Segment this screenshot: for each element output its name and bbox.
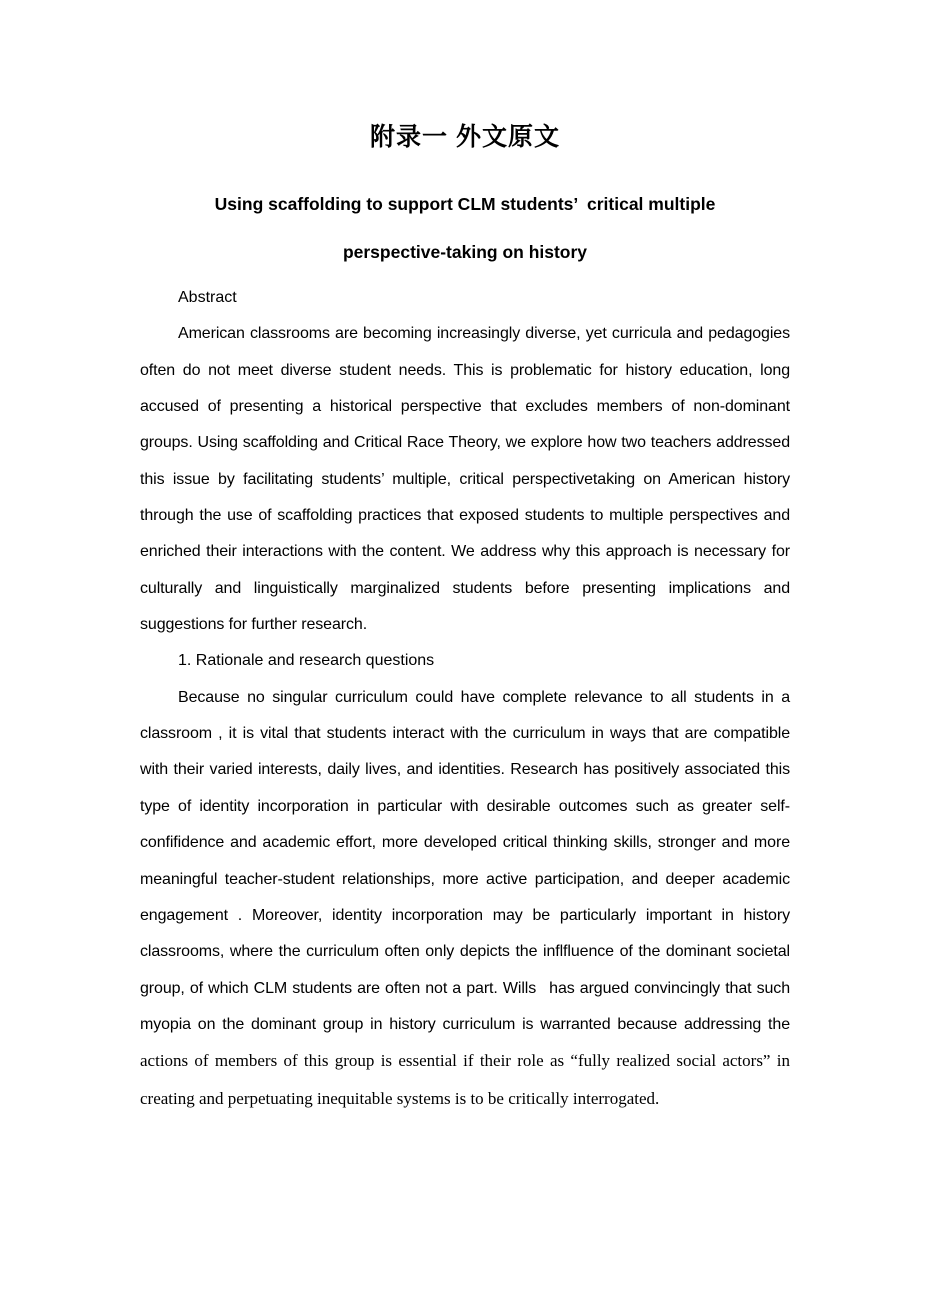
paper-title (140, 180, 790, 276)
section-1-heading: 1. Rationale and research questions (178, 652, 435, 670)
paper-title-line-2: perspective-taking on history (342, 242, 588, 262)
section-1-paragraph-serif-run: actions of members of this group is essential if their role as “fully realized social actors” in creating and perpetuating inequitable systems is to be critically interrogated. (140, 1051, 790, 1108)
body-text (140, 280, 790, 1118)
abstract-paragraph: American classrooms are becoming increasingly diverse, yet curricula and pedagogies often do not meet diverse student needs. This is problematic for history education, long accused of presenting a historical perspective that excludes members of non-dominant groups. Using scaffolding and Critical Race Theory, we explore how two teachers addressed this issue by facilitating students’ multiple, critical perspectivetaking on American history through the use of scaffolding practices that exposed students to multiple perspectives and enriched their interactions with the content. We address why this approach is necessary for culturally and linguistically marginalized students before presenting implications and suggestions for further research. (140, 325, 790, 634)
appendix-title: 附录一 外文原文 (370, 123, 560, 151)
paper-title-line-1: Using scaffolding to support CLM students’ critical multiple (214, 194, 716, 214)
abstract-label: Abstract (178, 289, 237, 306)
page-content (140, 0, 790, 1118)
section-1-paragraph-sans-run: Because no singular curriculum could have complete relevance to all students in a classroom , it is vital that students interact with the curriculum in ways that are compatible with their varied interests, daily lives, and identities. Research has positively associated this type of identity incorporation in particular with desirable outcomes such as greater self-confifidence and academic effort, more developed critical thinking skills, stronger and more meaningful teacher-student relationships, more active participation, and deeper academic engagement . Moreover, identity incorporation may be particularly important in history classrooms, where the curriculum often only depicts the inflfluence of the dominant societal group, of which CLM students are often not a part. Wills has argued convincingly that such myopia on the dominant group in history curriculum is warranted because addressing the (140, 688, 790, 1033)
section-1-paragraph (140, 680, 790, 1118)
